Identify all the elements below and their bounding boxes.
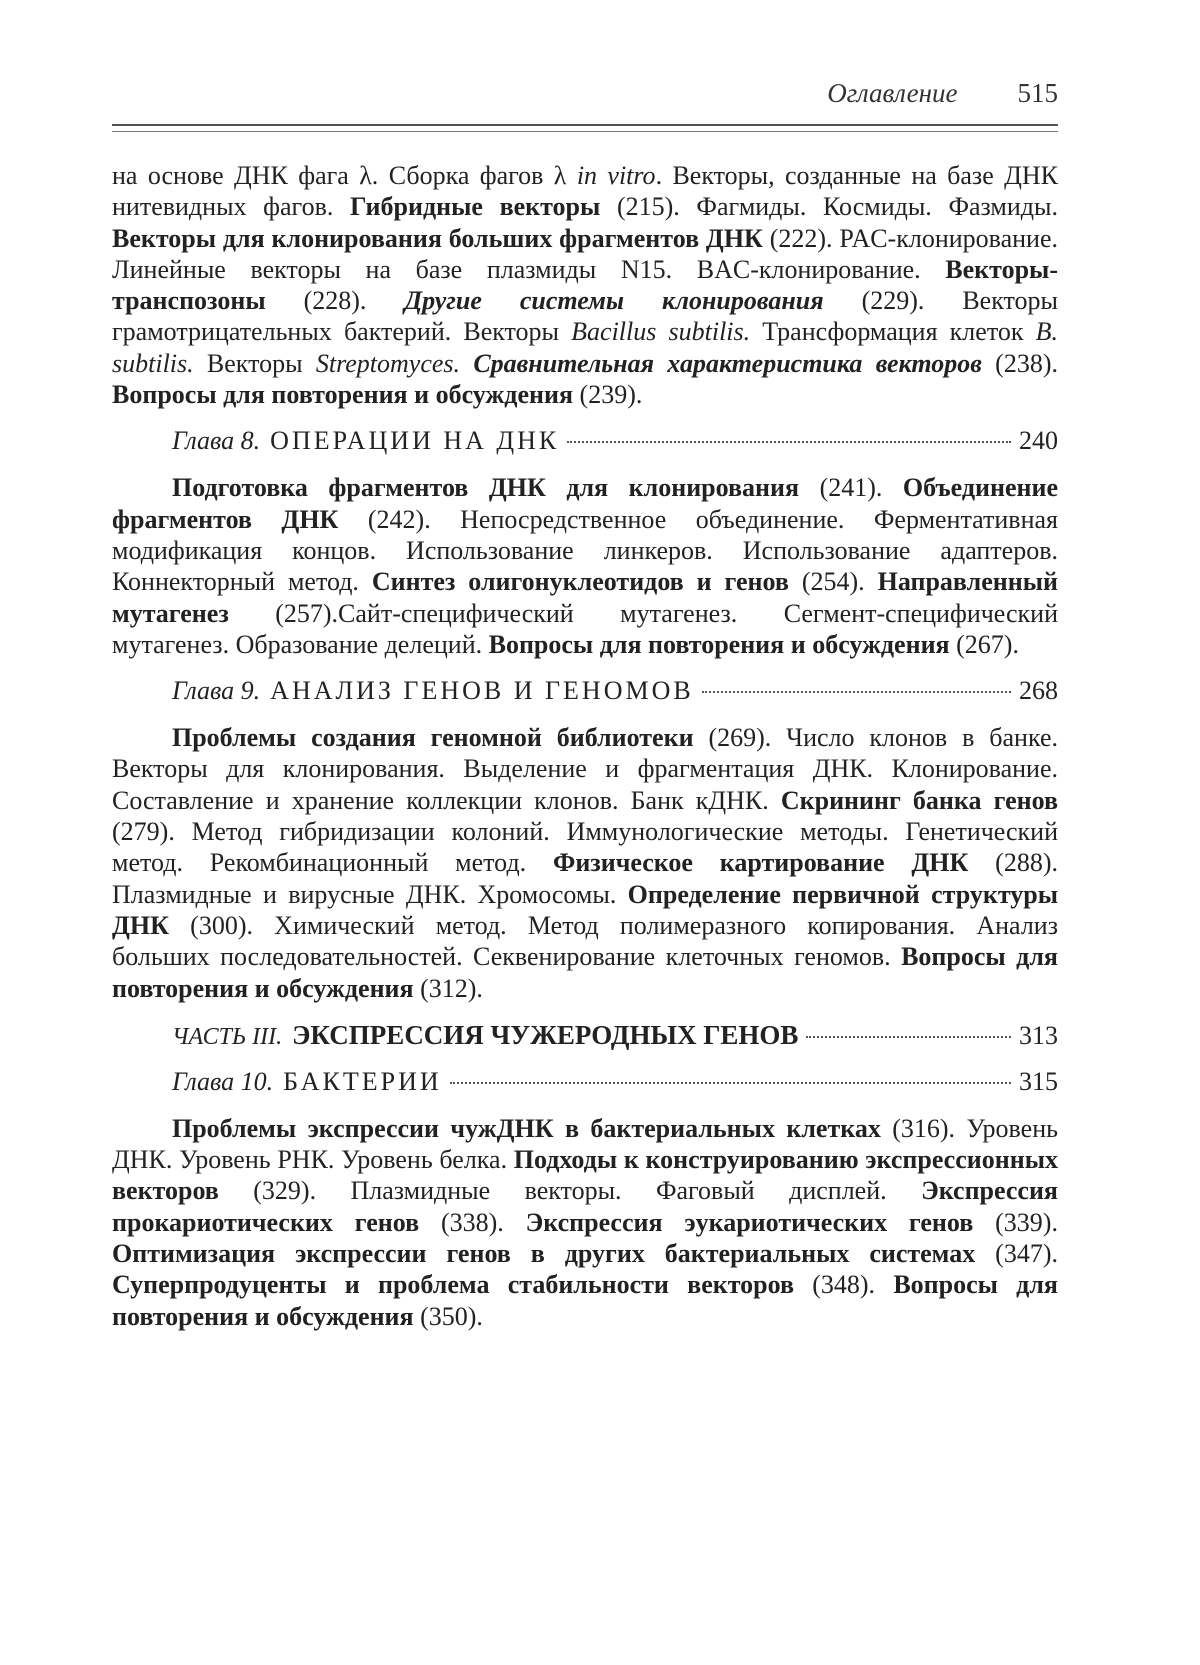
- section-title: Экспрессия эукариотических генов: [525, 1207, 974, 1237]
- text: (348).: [794, 1270, 894, 1300]
- toc-entry-chapter-9[interactable]: [112, 676, 1058, 706]
- text: Векторы: [193, 348, 316, 378]
- dot-leader: [702, 691, 1011, 693]
- text: (241).: [799, 473, 903, 503]
- text: (215). Фагмиды. Космиды. Фазмиды.: [600, 192, 1058, 222]
- text: (254).: [788, 567, 878, 597]
- dot-leader: [806, 1036, 1011, 1038]
- text: (316). Уровень ДНК. Уровень РНК. Уровень белка.: [112, 1113, 1058, 1175]
- toc-entry-part-3[interactable]: [112, 1020, 1058, 1051]
- text: (269). Число клонов в банке. Векторы для клонирования. Выделение и фрагментация ДНК. Клонирование. Составление и хранение коллекции клонов. Банк кДНК.: [112, 723, 1058, 815]
- toc-paragraph-ch9: [112, 722, 1058, 1004]
- text: на основе ДНК фага λ. Сборка фагов λ: [112, 161, 577, 190]
- text: (279). Метод гибридизации колоний. Иммунологические методы. Генетический метод. Рекомбинационный метод.: [112, 817, 1058, 878]
- text: (228).: [265, 286, 405, 316]
- section-title: Сравнительная характеристика векторов: [473, 348, 982, 378]
- dot-leader: [450, 1082, 1011, 1084]
- text: (339).: [973, 1207, 1058, 1237]
- text: (267).: [949, 629, 1019, 659]
- dot-leader: [567, 441, 1011, 443]
- chapter-label: Глава 10.: [172, 1066, 274, 1096]
- text: (222). PAC-клонирование. Линейные векторы на базе плазмиды N15. BAC-клонирование.: [112, 223, 1058, 284]
- chapter-label: Глава 8.: [172, 426, 261, 456]
- italic-text: Streptomyces.: [315, 348, 461, 378]
- section-title: Векторы-транспозоны: [112, 254, 1058, 316]
- chapter-label: Глава 9.: [172, 676, 261, 706]
- section-title: Определение первичной структуры ДНК: [112, 879, 1059, 940]
- text: (229). Векторы грамотрицательных бактерий. Векторы: [112, 286, 1058, 347]
- section-title: Вопросы для повторения и обсуждения: [112, 380, 574, 410]
- running-head: [112, 78, 1058, 114]
- part-title: ЭКСПРЕССИЯ ЧУЖЕРОДНЫХ ГЕНОВ: [292, 1019, 799, 1050]
- toc-paragraph-ch10: [112, 1113, 1058, 1332]
- text: (350).: [413, 1301, 483, 1331]
- part-label: ЧАСТЬ III.: [172, 1023, 283, 1050]
- section-title: Синтез олигонуклеотидов и генов: [371, 567, 789, 597]
- chapter-title: БАКТЕРИИ: [283, 1066, 442, 1096]
- text: (288). Плазмидные и вирусные ДНК. Хромосомы.: [112, 848, 1058, 909]
- section-title: Объединение фрагментов ДНК: [112, 473, 1058, 534]
- section-title: Гибридные векторы: [349, 192, 601, 222]
- italic-text: in vitro: [576, 161, 656, 190]
- section-title: Проблемы экспрессии чужДНК в бактериальных клетках: [172, 1113, 881, 1143]
- header-rule-thin: [112, 131, 1058, 132]
- part-page: 313: [1019, 1020, 1058, 1050]
- text: . Векторы, созданные на базе ДНК нитевидных фагов.: [112, 161, 1058, 222]
- text: Трансформация клеток: [750, 317, 1036, 347]
- chapter-page: 268: [1019, 676, 1058, 706]
- section-title: Физическое картирование ДНК: [552, 848, 969, 878]
- chapter-title: ОПЕРАЦИИ НА ДНК: [270, 426, 560, 456]
- text: (239).: [573, 380, 643, 410]
- italic-text: Bacillus subtilis.: [571, 317, 751, 347]
- text: (338).: [419, 1207, 526, 1237]
- section-title: Подготовка фрагментов ДНК для клонирования: [172, 473, 800, 503]
- text: (300). Химический метод. Метод полимеразного копирования. Анализ больших последовательностей. Секвенирование клеточных геномов.: [112, 910, 1058, 972]
- toc-content: [112, 160, 1058, 1332]
- toc-entry-chapter-10[interactable]: [112, 1067, 1058, 1097]
- header-rule: [112, 124, 1058, 126]
- text: (238).: [981, 348, 1058, 378]
- text: [460, 349, 473, 378]
- section-title: Вопросы для повторения и обсуждения: [112, 942, 1058, 1003]
- page-number: 515: [1017, 78, 1058, 108]
- chapter-page: 240: [1019, 426, 1058, 456]
- text: (257).Сайт-специфический мутагенез. Сегмент-специфический мутагенез. Образование делеций.: [112, 598, 1058, 659]
- section-title: Вопросы для повторения и обсуждения: [112, 1270, 1058, 1331]
- section-title: Суперпродуценты и проблема стабильности векторов: [112, 1270, 794, 1300]
- section-title: Скрининг банка генов: [780, 785, 1058, 815]
- section-title: Экспрессия прокариотических генов: [112, 1176, 1058, 1237]
- toc-entry-chapter-8[interactable]: [112, 426, 1058, 456]
- section-title: Другие системы клонирования: [404, 286, 824, 316]
- chapter-title: АНАЛИЗ ГЕНОВ И ГЕНОМОВ: [270, 676, 694, 706]
- section-title: Направленный мутагенез: [112, 567, 1058, 628]
- text: (347).: [975, 1239, 1058, 1269]
- toc-paragraph-ch7-continued: [112, 160, 1058, 410]
- running-head-title: Оглавление: [827, 78, 958, 108]
- text: (329). Плазмидные векторы. Фаговый дисплей.: [218, 1176, 922, 1206]
- section-title: Подходы к конструированию экспрессионных векторов: [112, 1145, 1059, 1206]
- italic-text: B. subtilis.: [112, 317, 1058, 378]
- section-title: Вопросы для повторения и обсуждения: [488, 629, 950, 659]
- text: (242). Непосредственное объединение. Ферментативная модификация концов. Использование линкеров. Использование адаптеров. Коннекторный метод.: [112, 504, 1058, 597]
- section-title: Оптимизация экспрессии генов в других бактериальных системах: [112, 1239, 976, 1269]
- text: (312).: [413, 973, 483, 1003]
- section-title: Векторы для клонирования больших фрагментов ДНК: [112, 223, 763, 253]
- chapter-page: 315: [1019, 1066, 1058, 1096]
- toc-paragraph-ch8: [112, 472, 1058, 660]
- section-title: Проблемы создания геномной библиотеки: [172, 723, 694, 753]
